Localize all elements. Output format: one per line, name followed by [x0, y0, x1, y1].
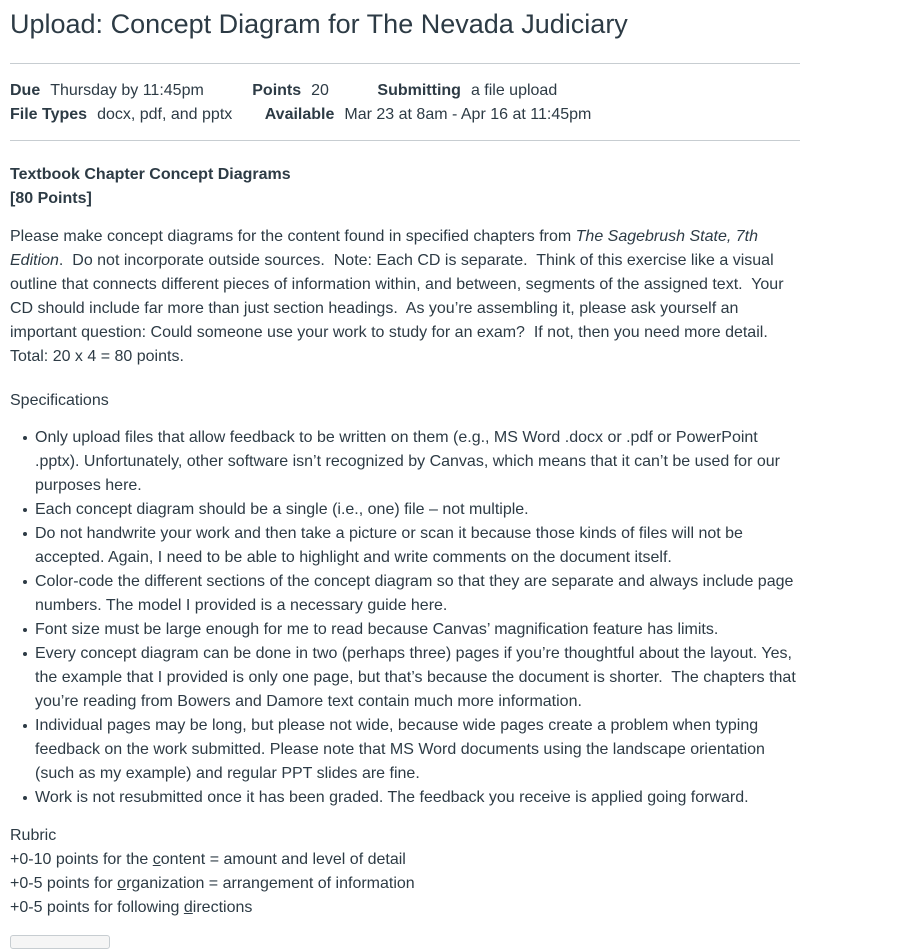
specifications-list: [10, 426, 800, 810]
rubric-line-organization: [10, 872, 800, 896]
rubric-text: +0-5 points for following: [10, 899, 184, 916]
meta-file-types: [10, 103, 232, 127]
points-value: 20: [311, 82, 329, 99]
meta-submitting: [377, 79, 557, 103]
rubric-text: ontent = amount and level of detail: [160, 851, 406, 868]
assignment-meta: [10, 64, 800, 140]
spec-list-item: Each concept diagram should be a single (i.e., one) file – not multiple.: [10, 498, 800, 522]
spec-list-item: Every concept diagram can be done in two (perhaps three) pages if you’re thoughtful about the layout. Yes, the example that I provided is only one page, but that’s because the document is shorter. The chapters that you’re reading from Bowers and Damore text contain much more information.: [10, 642, 800, 714]
rubric-underlined-letter: d: [183, 899, 193, 916]
rubric-underlined-letter: c: [152, 851, 161, 868]
submitting-value: a file upload: [470, 82, 558, 99]
intro-book-title: The Sagebrush State, 7th Edition: [10, 228, 763, 269]
file-types-label: File Types: [10, 106, 88, 123]
due-label: Due: [10, 82, 41, 99]
spec-list-item: Do not handwrite your work and then take a picture or scan it because those kinds of files will not be accepted. Again, I need to be able to highlight and write comments on the document itself.: [10, 522, 800, 570]
rubric-line-directions: [10, 896, 800, 920]
available-value: Mar 23 at 8am - Apr 16 at 11:45pm: [344, 106, 592, 123]
spec-list-item: Color-code the different sections of the concept diagram so that they are separate and always include page numbers. The model I provided is a necessary guide here.: [10, 570, 800, 618]
points-label: Points: [252, 82, 302, 99]
intro-paragraph: [10, 225, 800, 369]
due-value: Thursday by 11:45pm: [50, 82, 204, 99]
assignment-heading: [10, 163, 800, 211]
spec-list-item: Work is not resubmitted once it has been graded. The feedback you receive is applied going forward.: [10, 786, 800, 810]
rubric-line-content: [10, 848, 800, 872]
spec-list-item: Only upload files that allow feedback to be written on them (e.g., MS Word .docx or .pdf or PowerPoint .pptx). Unfortunately, other software isn’t recognized by Canvas, which means that it can’t be used for our purposes here.: [10, 426, 800, 498]
meta-available: [265, 103, 592, 127]
rubric-text: +0-10 points for the: [10, 851, 153, 868]
rubric-text: rganization = arrangement of information: [126, 875, 415, 892]
heading-points: [80 Points]: [10, 190, 92, 207]
specifications-label: Specifications: [10, 392, 109, 409]
meta-points: [252, 79, 329, 103]
rubric-text: irections: [192, 899, 253, 916]
meta-due: [10, 79, 204, 103]
rubric-underlined-letter: o: [117, 875, 127, 892]
submitting-label: Submitting: [377, 82, 461, 99]
divider-bottom: [10, 140, 800, 141]
intro-text-before: Please make concept diagrams for the content found in specified chapters from: [10, 228, 576, 245]
page-title: Upload: Concept Diagram for The Nevada Judiciary: [10, 9, 628, 39]
partial-button[interactable]: [10, 935, 110, 949]
spec-list-item: Font size must be large enough for me to read because Canvas’ magnification feature has limits.: [10, 618, 800, 642]
meta-row-1: [10, 79, 800, 103]
rubric-label: Rubric: [10, 827, 57, 844]
meta-row-2: [10, 103, 800, 127]
rubric-section: [10, 824, 800, 920]
heading-title: Textbook Chapter Concept Diagrams: [10, 166, 291, 183]
available-label: Available: [264, 106, 335, 123]
assignment-page: [10, 0, 800, 949]
rubric-text: +0-5 points for: [10, 875, 118, 892]
intro-text-after: . Do not incorporate outside sources. Note: Each CD is separate. Think of this exercise like a visual outline that connects different pieces of information within, and between, segments of the assigned text. Your CD should include far more than just section headings. As you’re assembling it, please ask yourself an important question: Could someone use your work to study for an exam? If not, then you need more detail. Total: 20 x 4 = 80 points.: [10, 252, 788, 365]
file-types-value: docx, pdf, and pptx: [97, 106, 233, 123]
spec-list-item: Individual pages may be long, but please not wide, because wide pages create a problem when typing feedback on the work submitted. Please note that MS Word documents using the landscape orientation (such as my example) and regular PPT slides are fine.: [10, 714, 800, 786]
